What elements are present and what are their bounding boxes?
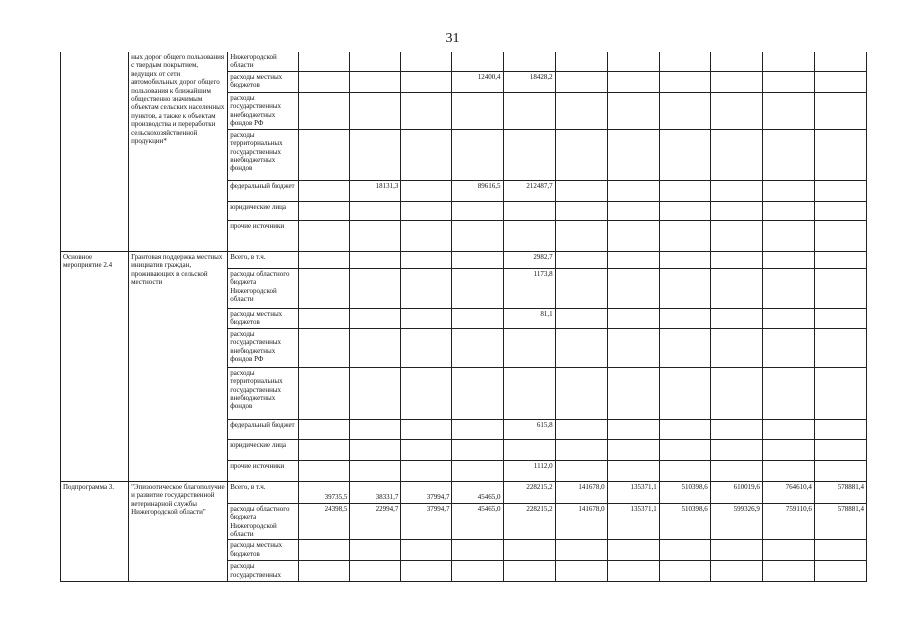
value-cell	[350, 460, 401, 481]
value-cell	[607, 439, 659, 460]
value-cell: 81,1	[503, 308, 555, 328]
value-cell	[350, 129, 401, 180]
value-cell: 1173,8	[503, 268, 555, 308]
value-cell	[299, 367, 350, 419]
value-cell	[555, 561, 607, 582]
value-cell: 24398,5	[299, 503, 350, 540]
value-cell	[401, 220, 452, 251]
value-cell	[814, 561, 866, 582]
value-cell	[452, 220, 503, 251]
value-cell	[762, 308, 814, 328]
value-cell	[401, 460, 452, 481]
funding-source-label: Всего, в т.ч.	[228, 251, 299, 268]
value-cell	[710, 180, 762, 201]
value-cell	[762, 328, 814, 367]
value-cell	[659, 367, 710, 419]
value-cell	[401, 71, 452, 92]
value-cell	[401, 92, 452, 129]
value-cell	[710, 129, 762, 180]
value-cell: 37994,7	[401, 481, 452, 503]
value-cell	[452, 460, 503, 481]
value-cell	[452, 52, 503, 71]
value-cell	[503, 92, 555, 129]
value-cell	[762, 129, 814, 180]
value-cell	[555, 328, 607, 367]
value-cell: 615,8	[503, 419, 555, 439]
value-cell	[814, 540, 866, 561]
value-cell	[401, 419, 452, 439]
value-cell: 89616,5	[452, 180, 503, 201]
value-cell: 37994,7	[401, 503, 452, 540]
funding-source-label: расходы государственных внебюджетных фондов РФ	[228, 328, 299, 367]
value-cell	[607, 328, 659, 367]
value-cell	[555, 92, 607, 129]
value-cell	[710, 92, 762, 129]
value-cell	[659, 308, 710, 328]
funding-source-label: Всего, в т.ч.	[228, 481, 299, 503]
value-cell	[607, 308, 659, 328]
value-cell: 141678,0	[555, 503, 607, 540]
value-cell: 2982,7	[503, 251, 555, 268]
value-cell	[452, 439, 503, 460]
value-cell	[299, 92, 350, 129]
value-cell: 45465,0	[452, 481, 503, 503]
value-cell	[350, 52, 401, 71]
value-cell	[710, 439, 762, 460]
value-cell	[503, 328, 555, 367]
value-cell	[350, 419, 401, 439]
funding-source-label: расходы государственных	[228, 561, 299, 582]
value-cell: 578881,4	[814, 503, 866, 540]
value-cell	[607, 129, 659, 180]
value-cell	[350, 92, 401, 129]
value-cell: 39735,5	[299, 481, 350, 503]
value-cell	[762, 367, 814, 419]
value-cell	[762, 52, 814, 71]
funding-source-label: юридические лица	[228, 201, 299, 220]
value-cell	[710, 71, 762, 92]
value-cell	[299, 419, 350, 439]
program-code	[61, 52, 129, 251]
value-cell: 22994,7	[350, 503, 401, 540]
value-cell	[555, 201, 607, 220]
value-cell	[452, 308, 503, 328]
value-cell	[503, 439, 555, 460]
value-cell	[659, 71, 710, 92]
value-cell	[607, 561, 659, 582]
value-cell	[659, 419, 710, 439]
value-cell: 212487,7	[503, 180, 555, 201]
value-cell	[350, 328, 401, 367]
value-cell	[659, 268, 710, 308]
value-cell	[350, 268, 401, 308]
value-cell	[607, 251, 659, 268]
value-cell	[401, 52, 452, 71]
value-cell	[607, 268, 659, 308]
value-cell	[350, 439, 401, 460]
value-cell: 764610,4	[762, 481, 814, 503]
value-cell	[607, 92, 659, 129]
value-cell	[299, 561, 350, 582]
value-cell	[814, 439, 866, 460]
value-cell	[710, 268, 762, 308]
value-cell	[659, 220, 710, 251]
program-code: Основное мероприятие 2.4	[61, 251, 129, 481]
value-cell	[555, 439, 607, 460]
value-cell	[607, 460, 659, 481]
value-cell	[452, 201, 503, 220]
value-cell	[659, 92, 710, 129]
value-cell: 12400,4	[452, 71, 503, 92]
value-cell	[659, 52, 710, 71]
value-cell	[762, 92, 814, 129]
value-cell: 510398,6	[659, 503, 710, 540]
value-cell	[452, 328, 503, 367]
value-cell	[607, 52, 659, 71]
value-cell	[503, 561, 555, 582]
value-cell	[503, 129, 555, 180]
value-cell	[762, 419, 814, 439]
value-cell	[299, 540, 350, 561]
value-cell	[710, 308, 762, 328]
value-cell	[401, 129, 452, 180]
value-cell: 578881,4	[814, 481, 866, 503]
value-cell	[659, 561, 710, 582]
value-cell	[814, 92, 866, 129]
funding-source-label: расходы территориальных государственных внебюджетных фондов	[228, 129, 299, 180]
value-cell	[452, 367, 503, 419]
value-cell: 759110,6	[762, 503, 814, 540]
value-cell	[710, 52, 762, 71]
value-cell	[299, 460, 350, 481]
value-cell	[555, 52, 607, 71]
value-cell	[299, 180, 350, 201]
value-cell	[762, 460, 814, 481]
table-row	[61, 481, 867, 503]
value-cell: 18428,2	[503, 71, 555, 92]
value-cell	[350, 71, 401, 92]
value-cell	[503, 52, 555, 71]
value-cell	[555, 268, 607, 308]
value-cell	[762, 71, 814, 92]
page-number: 31	[445, 31, 460, 46]
value-cell	[299, 308, 350, 328]
value-cell	[401, 201, 452, 220]
value-cell	[452, 268, 503, 308]
value-cell	[350, 367, 401, 419]
value-cell	[607, 180, 659, 201]
table-row	[61, 251, 867, 268]
funding-source-label: расходы областного бюджета Нижегородской области	[228, 503, 299, 540]
value-cell	[503, 540, 555, 561]
value-cell	[762, 201, 814, 220]
value-cell	[659, 439, 710, 460]
value-cell: 45465,0	[452, 503, 503, 540]
value-cell: 510398,6	[659, 481, 710, 503]
value-cell: 1112,0	[503, 460, 555, 481]
value-cell	[503, 367, 555, 419]
value-cell	[659, 328, 710, 367]
value-cell	[299, 328, 350, 367]
value-cell	[299, 201, 350, 220]
funding-source-label: расходы государственных внебюджетных фондов РФ	[228, 92, 299, 129]
value-cell	[659, 180, 710, 201]
value-cell	[555, 367, 607, 419]
value-cell	[401, 328, 452, 367]
value-cell	[762, 251, 814, 268]
funding-source-label: расходы территориальных государственных внебюджетных фондов	[228, 367, 299, 419]
value-cell	[299, 52, 350, 71]
value-cell	[503, 201, 555, 220]
value-cell	[299, 129, 350, 180]
value-cell	[299, 220, 350, 251]
value-cell	[401, 180, 452, 201]
program-title: Грантовая поддержка местных инициатив граждан, проживающих в сельской местности	[129, 251, 228, 481]
value-cell	[814, 201, 866, 220]
value-cell	[555, 419, 607, 439]
funding-source-label: юридические лица	[228, 439, 299, 460]
value-cell	[659, 540, 710, 561]
program-title: "Эпизоотическое благополучие и развитие государственной ветеринарной службы Нижегородской области"	[129, 481, 228, 582]
value-cell	[350, 201, 401, 220]
value-cell	[659, 460, 710, 481]
value-cell	[452, 540, 503, 561]
funding-source-label: расходы местных бюджетов	[228, 540, 299, 561]
value-cell	[401, 540, 452, 561]
funding-source-label: расходы местных бюджетов	[228, 308, 299, 328]
value-cell	[814, 308, 866, 328]
funding-table	[60, 52, 867, 582]
value-cell	[555, 251, 607, 268]
value-cell	[555, 220, 607, 251]
value-cell	[452, 251, 503, 268]
table-row	[61, 52, 867, 71]
value-cell	[607, 367, 659, 419]
value-cell	[401, 439, 452, 460]
value-cell	[710, 220, 762, 251]
value-cell	[762, 540, 814, 561]
value-cell: 228215,2	[503, 503, 555, 540]
value-cell	[350, 308, 401, 328]
value-cell: 135371,1	[607, 481, 659, 503]
value-cell	[555, 129, 607, 180]
value-cell	[350, 561, 401, 582]
value-cell: 135371,1	[607, 503, 659, 540]
value-cell	[607, 220, 659, 251]
value-cell	[299, 268, 350, 308]
value-cell	[299, 71, 350, 92]
value-cell	[555, 308, 607, 328]
value-cell	[814, 220, 866, 251]
value-cell	[814, 419, 866, 439]
value-cell	[607, 540, 659, 561]
value-cell	[401, 251, 452, 268]
value-cell	[659, 251, 710, 268]
value-cell	[299, 251, 350, 268]
value-cell	[762, 220, 814, 251]
funding-source-label: федеральный бюджет	[228, 419, 299, 439]
value-cell	[555, 460, 607, 481]
value-cell	[814, 52, 866, 71]
value-cell	[710, 251, 762, 268]
value-cell	[555, 71, 607, 92]
value-cell	[762, 439, 814, 460]
value-cell	[401, 308, 452, 328]
value-cell	[350, 220, 401, 251]
value-cell	[503, 220, 555, 251]
funding-source-label: федеральный бюджет	[228, 180, 299, 201]
value-cell	[814, 328, 866, 367]
value-cell	[710, 561, 762, 582]
value-cell	[401, 268, 452, 308]
value-cell	[814, 251, 866, 268]
value-cell	[710, 419, 762, 439]
funding-source-label: прочие источники	[228, 460, 299, 481]
value-cell	[814, 71, 866, 92]
value-cell	[762, 561, 814, 582]
value-cell	[401, 367, 452, 419]
value-cell: 38331,7	[350, 481, 401, 503]
value-cell	[710, 328, 762, 367]
funding-source-label: Нижегородской области	[228, 52, 299, 71]
funding-source-label: расходы областного бюджета Нижегородской области	[228, 268, 299, 308]
value-cell	[762, 180, 814, 201]
value-cell	[607, 71, 659, 92]
value-cell	[814, 129, 866, 180]
value-cell	[659, 129, 710, 180]
value-cell	[607, 201, 659, 220]
value-cell: 18131,3	[350, 180, 401, 201]
value-cell: 599326,9	[710, 503, 762, 540]
value-cell	[452, 92, 503, 129]
value-cell	[555, 540, 607, 561]
value-cell	[452, 561, 503, 582]
program-code: Подпрограмма 3.	[61, 481, 129, 582]
value-cell	[607, 419, 659, 439]
value-cell	[710, 367, 762, 419]
value-cell	[299, 439, 350, 460]
funding-source-label: расходы местных бюджетов	[228, 71, 299, 92]
value-cell	[814, 367, 866, 419]
value-cell	[710, 540, 762, 561]
value-cell	[814, 180, 866, 201]
value-cell: 141678,0	[555, 481, 607, 503]
value-cell	[814, 268, 866, 308]
value-cell: 610019,6	[710, 481, 762, 503]
funding-source-label: прочие источники	[228, 220, 299, 251]
value-cell	[814, 460, 866, 481]
value-cell	[710, 460, 762, 481]
value-cell	[401, 561, 452, 582]
value-cell	[710, 201, 762, 220]
value-cell	[350, 251, 401, 268]
value-cell	[452, 129, 503, 180]
value-cell	[350, 540, 401, 561]
value-cell: 228215,2	[503, 481, 555, 503]
value-cell	[659, 201, 710, 220]
value-cell	[555, 180, 607, 201]
value-cell	[762, 268, 814, 308]
value-cell	[452, 419, 503, 439]
program-title: ных дорог общего пользования с твердым покрытием, ведущих от сети автомобильных дорог общего пользования к ближайшим общественно значимым объектам сельских населенных пунктов, а также к объектам производства и переработки сельскохозяйственной продукции*	[129, 52, 228, 251]
